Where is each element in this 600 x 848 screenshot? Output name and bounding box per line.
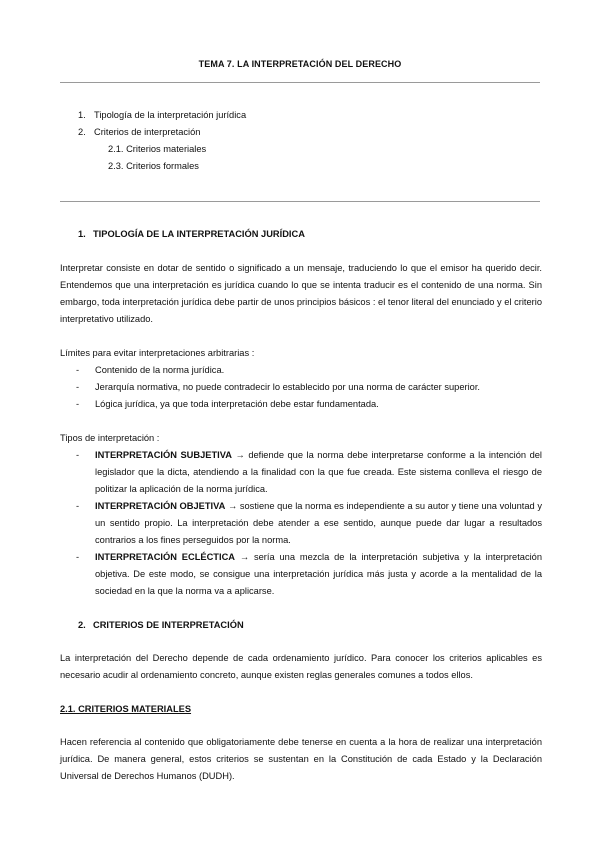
toc-subitem: 2.1. Criterios materiales bbox=[108, 144, 207, 154]
list-item: - INTERPRETACIÓN OBJETIVA → sostiene que la norma es independiente a su autor y tiene una voluntad y un sentido propio. La interpretación debe atender a ese sentido, aunque puede dar lugar a resultados contrarios a los fines perseguidos por la norma. bbox=[76, 501, 542, 545]
list-item: - Contenido de la norma jurídica. bbox=[76, 365, 225, 375]
section1-paragraph: Interpretar consiste en dotar de sentido o significado a un mensaje, traduciendo lo que el emisor ha querido decir. Entendemos que una interpretación es jurídica cuando lo que se intenta traducir es el contenido de una norma. Sin embargo, toda interpretación jurídica debe partir de unos principios básicos : el tenor literal del enunciado y el criterio interpretativo utilizado. bbox=[60, 263, 542, 324]
section-heading: 1. TIPOLOGÍA DE LA INTERPRETACIÓN JURÍDICA bbox=[78, 229, 305, 239]
limits-list bbox=[60, 362, 542, 413]
table-of-contents bbox=[78, 107, 246, 175]
subsection-paragraph: Hacen referencia al contenido que obligatoriamente debe tenerse en cuenta a la hora de realizar una interpretación jurídica. De manera general, estos criterios se sustentan en la Constitución de cada Estado y la Declaración Universal de Derechos Humanos (DUDH). bbox=[60, 737, 542, 781]
types-intro: Tipos de interpretación : bbox=[60, 433, 160, 443]
section2-paragraph: La interpretación del Derecho depende de cada ordenamiento jurídico. Para conocer los criterios aplicables es necesario acudir al ordenamiento concreto, aunque existen reglas generales comunes a todos ellos. bbox=[60, 653, 542, 680]
list-item: - Jerarquía normativa, no puede contradecir lo establecido por una norma de carácter superior. bbox=[76, 382, 481, 392]
toc-item: 1. Tipología de la interpretación jurídica bbox=[78, 110, 247, 120]
limits-intro: Límites para evitar interpretaciones arbitrarias : bbox=[60, 348, 255, 358]
list-item: - INTERPRETACIÓN SUBJETIVA → defiende que la norma debe interpretarse conforme a la intención del legislador que la dicta, atendiendo a la finalidad con la que fue creada. Este sistema conlleva el riesgo de politizar la aplicación de la norma jurídica. bbox=[76, 450, 542, 494]
toc-item: 2. Criterios de interpretación bbox=[78, 127, 201, 137]
divider-top bbox=[60, 82, 540, 83]
document-title: TEMA 7. LA INTERPRETACIÓN DEL DERECHO bbox=[198, 59, 402, 69]
divider-toc bbox=[60, 201, 540, 202]
subsection-heading: 2.1. CRITERIOS MATERIALES bbox=[60, 704, 192, 714]
types-list bbox=[60, 447, 542, 600]
list-item: - Lógica jurídica, ya que toda interpretación debe estar fundamentada. bbox=[76, 399, 379, 409]
section-heading: 2. CRITERIOS DE INTERPRETACIÓN bbox=[78, 620, 244, 630]
list-item: - INTERPRETACIÓN ECLÉCTICA → sería una mezcla de la interpretación subjetiva y la interpretación objetiva. De este modo, se consigue una interpretación jurídica más justa y acorde a la mentalidad de la sociedad en la que la norma va a aplicarse. bbox=[76, 552, 543, 596]
toc-subitem: 2.3. Criterios formales bbox=[108, 161, 199, 171]
